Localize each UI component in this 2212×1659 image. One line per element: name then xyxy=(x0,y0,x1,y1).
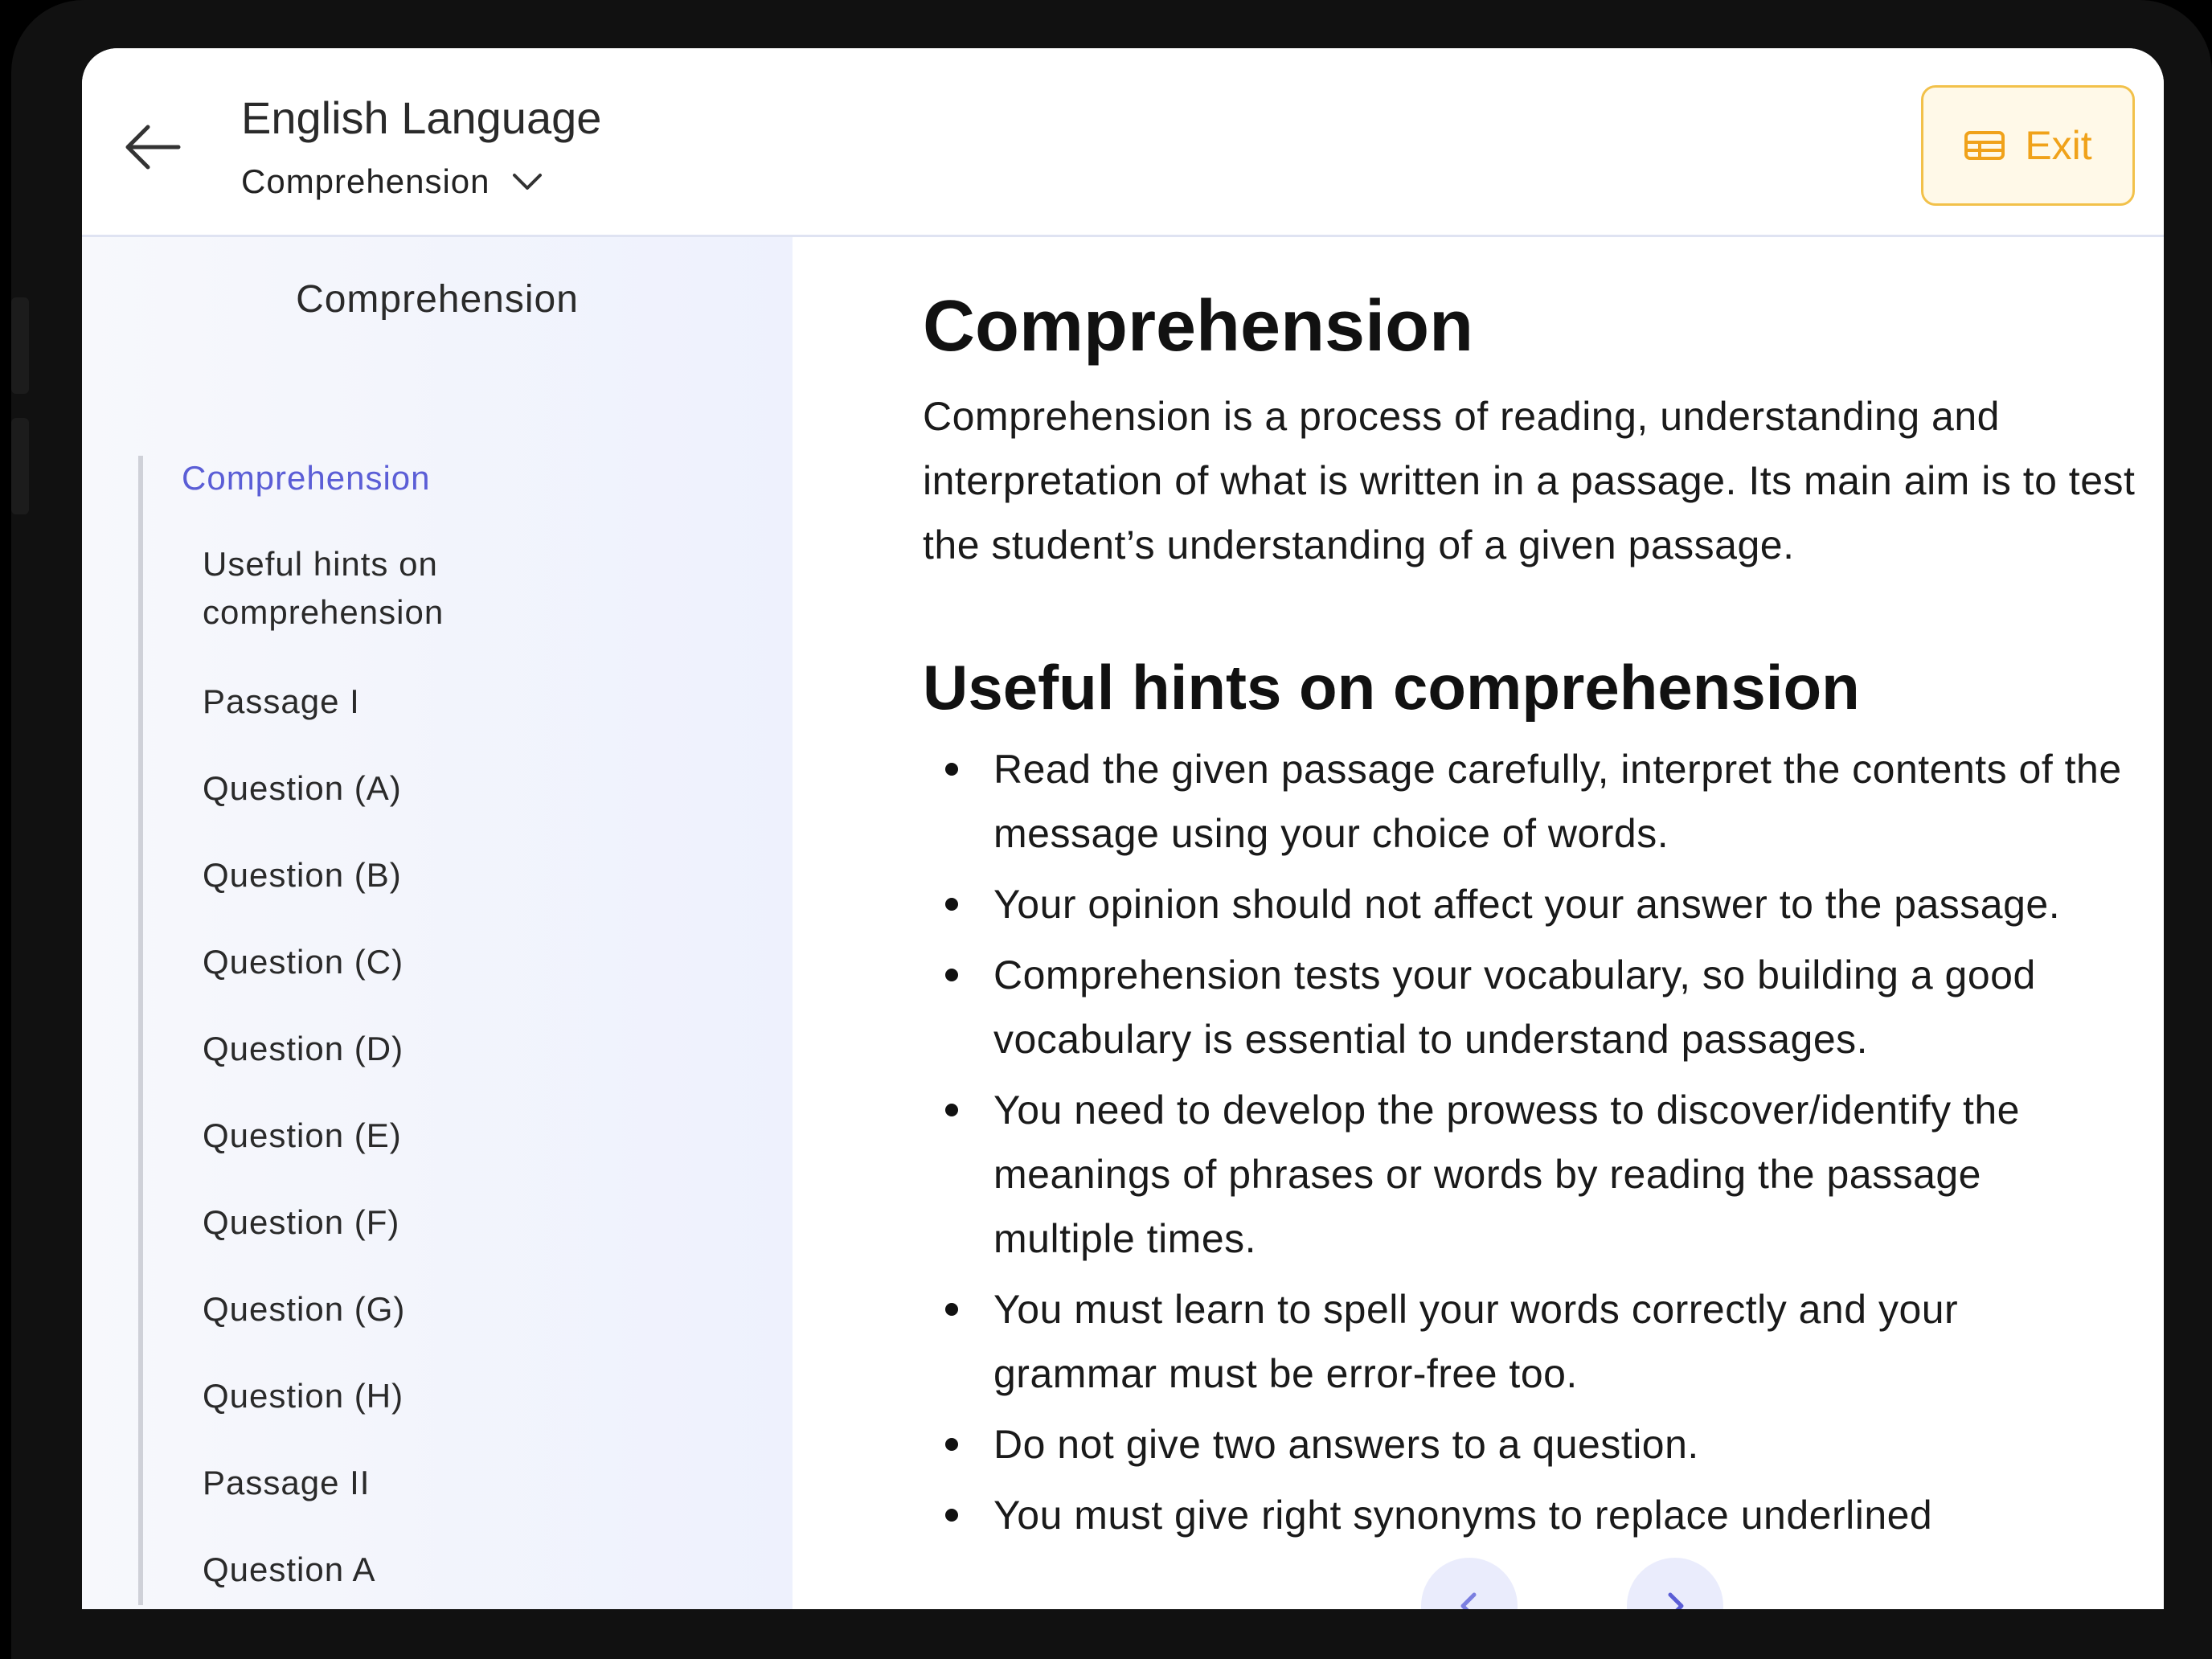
hint-text: You must give right synonyms to replace underlined xyxy=(993,1493,1933,1538)
section-heading: Useful hints on comprehension xyxy=(923,652,1860,723)
lesson-intro: Comprehension is a process of reading, understanding and interpretation of what is written in a passage. Its main aim is to test the student’s understanding of a given passage. xyxy=(923,394,2136,567)
exit-icon xyxy=(1964,129,2005,162)
bullet-icon xyxy=(945,898,958,911)
bullet-icon xyxy=(945,1509,958,1522)
topic-dropdown[interactable] xyxy=(241,162,543,201)
list-item xyxy=(923,737,2128,866)
back-button[interactable] xyxy=(122,121,183,174)
toc-item-question-a[interactable]: Question (A) xyxy=(203,769,402,807)
hint-text: Your opinion should not affect your answer to the passage. xyxy=(993,882,2061,927)
toc-item-question-g[interactable]: Question (G) xyxy=(203,1290,406,1328)
toc-item-question-a-2[interactable]: Question A xyxy=(203,1550,376,1588)
toc-item-comprehension[interactable]: Comprehension xyxy=(182,459,431,497)
app-screen xyxy=(82,48,2164,1609)
hint-text: You must learn to spell your words correctly and your grammar must be error-free too. xyxy=(993,1287,1959,1396)
list-item xyxy=(923,943,2128,1071)
sidebar-title: Comprehension xyxy=(296,278,579,321)
bullet-icon xyxy=(945,1303,958,1316)
tablet-frame xyxy=(11,0,2212,1659)
list-item xyxy=(923,1412,2128,1477)
toc-item-question-c[interactable]: Question (C) xyxy=(203,943,404,981)
topic-dropdown-label: Comprehension xyxy=(241,162,490,200)
chevron-right-icon xyxy=(1659,1590,1691,1609)
toc-item-passage-2[interactable]: Passage II xyxy=(203,1464,371,1501)
hint-text: Do not give two answers to a question. xyxy=(993,1422,1699,1467)
toc-item-question-f[interactable]: Question (F) xyxy=(203,1203,400,1241)
hint-text: Read the given passage carefully, interpret the contents of the message using your choice of words. xyxy=(993,747,2122,856)
bullet-icon xyxy=(945,969,958,981)
hint-text: You need to develop the prowess to discover/identify the meanings of phrases or words by reading the passage multiple times. xyxy=(993,1088,2020,1261)
lesson-heading: Comprehension xyxy=(923,286,1474,367)
list-item xyxy=(923,1277,2128,1406)
volume-down-button xyxy=(11,418,29,514)
toc-item-question-e[interactable]: Question (E) xyxy=(203,1116,402,1154)
exit-button[interactable] xyxy=(1921,85,2135,206)
top-header xyxy=(82,48,2164,237)
toc-item-question-b[interactable]: Question (B) xyxy=(203,856,402,894)
exit-label: Exit xyxy=(2025,123,2092,168)
list-item xyxy=(923,1078,2128,1271)
arrow-left-icon xyxy=(122,121,183,174)
list-item xyxy=(923,872,2128,936)
bullet-icon xyxy=(945,1438,958,1451)
chevron-left-icon xyxy=(1453,1590,1485,1609)
hints-list xyxy=(923,737,2128,1554)
lesson-content xyxy=(793,237,2164,1609)
toc-item-passage-1[interactable]: Passage I xyxy=(203,682,360,720)
bullet-icon xyxy=(945,1104,958,1116)
chevron-down-icon xyxy=(511,171,543,192)
bullet-icon xyxy=(945,763,958,776)
toc-item-question-h[interactable]: Question (H) xyxy=(203,1377,404,1415)
toc-item-question-d[interactable]: Question (D) xyxy=(203,1030,404,1067)
hint-text: Comprehension tests your vocabulary, so building a good vocabulary is essential to understand passages. xyxy=(993,952,2036,1062)
toc-progress-line xyxy=(138,456,143,1605)
toc-item-useful-hints[interactable]: Useful hints on comprehension xyxy=(203,545,444,631)
course-title: English Language xyxy=(241,92,602,143)
list-item xyxy=(923,1483,2128,1547)
volume-up-button xyxy=(11,297,29,394)
table-of-contents xyxy=(82,237,793,1609)
